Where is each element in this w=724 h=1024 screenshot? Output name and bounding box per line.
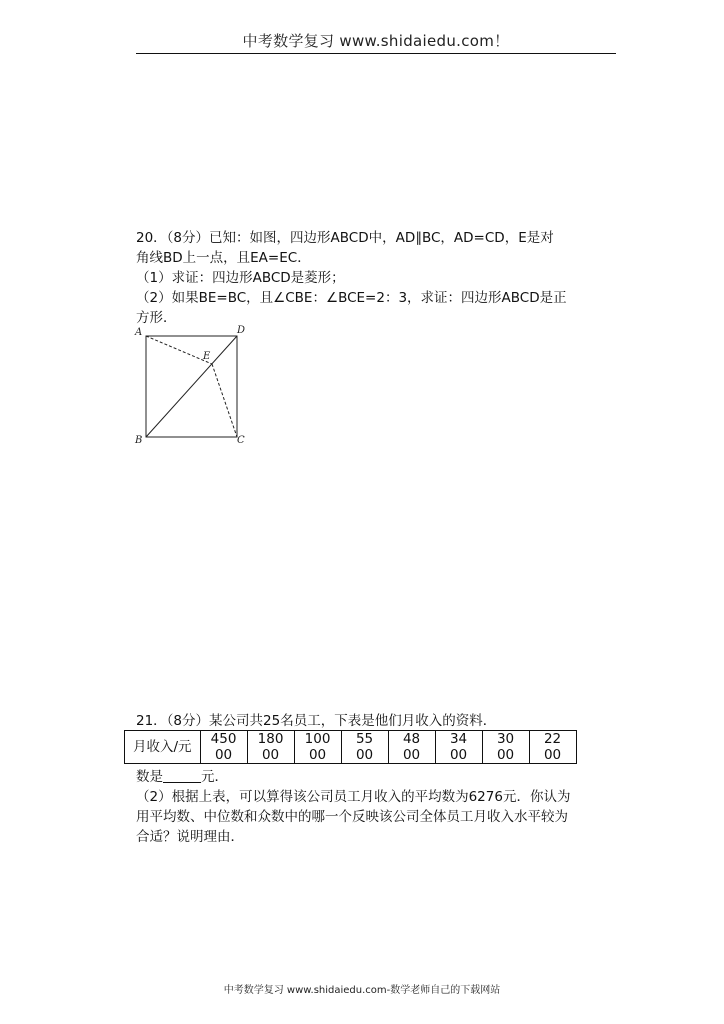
income-cell-top: 55	[355, 731, 374, 747]
income-cell-top: 450	[210, 731, 237, 747]
income-cell	[388, 731, 435, 764]
label-a: A	[135, 327, 143, 338]
income-table-header: 月收入/元	[125, 731, 201, 764]
page-footer: 中考数学复习 www.shidaiedu.com-数学老师自己的下载网站	[223, 985, 501, 996]
income-cell-bottom: 00	[308, 747, 327, 763]
q21-line-5: 合适？说明理由．	[136, 829, 244, 845]
q21-line-4: 用平均数、中位数和众数中的哪一个反映该公司全体员工月收入水平较为	[136, 809, 568, 825]
question-20	[136, 228, 616, 328]
income-cell	[200, 731, 247, 764]
q20-line-3: （1）求证：四边形ABCD是菱形；	[136, 270, 345, 286]
income-cell-bottom: 00	[543, 747, 562, 763]
income-cell-bottom: 00	[402, 747, 421, 763]
income-cell-bottom: 00	[261, 747, 280, 763]
label-c: C	[237, 435, 245, 446]
page-header: 中考数学复习 www.shidaiedu.com！	[242, 32, 510, 50]
q20-line-2: 角线BD上一点，且EA=EC．	[136, 250, 311, 266]
income-cell-bottom: 00	[355, 747, 374, 763]
q21-line-2-suffix: 元．	[201, 769, 228, 785]
q21-line-3: （2）根据上表，可以算得该公司员工月收入的平均数为6276元．你认为	[136, 789, 571, 805]
header-divider	[136, 53, 616, 54]
income-cell	[529, 731, 576, 764]
question-21-body	[136, 767, 616, 847]
income-table	[124, 730, 577, 764]
income-cell	[482, 731, 529, 764]
income-cell-top: 180	[257, 731, 284, 747]
q21-line-2-prefix: 数是	[136, 769, 163, 785]
income-cell-top: 48	[402, 731, 421, 747]
income-cell-top: 100	[304, 731, 331, 747]
q20-line-1: 20．（8分）已知：如图，四边形ABCD中，AD∥BC，AD=CD，E是对	[136, 230, 554, 246]
label-b: B	[135, 435, 143, 446]
label-d: D	[237, 325, 246, 336]
segment-ec	[212, 364, 237, 437]
income-cell-top: 34	[449, 731, 468, 747]
q20-line-4: （2）如果BE=BC，且∠CBE：∠BCE=2：3，求证：四边形ABCD是正	[136, 290, 567, 306]
income-cell-top: 30	[496, 731, 515, 747]
square-abcd-figure	[132, 322, 254, 446]
income-cell	[294, 731, 341, 764]
answer-blank	[163, 768, 201, 783]
q21-line-1: 21．（8分）某公司共25名员工，下表是他们月收入的资料．	[136, 713, 497, 729]
q21-line-2	[136, 767, 616, 787]
label-e: E	[203, 351, 211, 362]
income-cell-bottom: 00	[496, 747, 515, 763]
income-cell	[247, 731, 294, 764]
income-cell-bottom: 00	[449, 747, 468, 763]
income-cell	[435, 731, 482, 764]
income-cell-top: 22	[543, 731, 562, 747]
income-cell	[341, 731, 388, 764]
question-21-intro	[136, 711, 616, 731]
diagonal-bd	[146, 336, 237, 437]
q20-line-5: 方形．	[136, 310, 177, 326]
income-cell-bottom: 00	[214, 747, 233, 763]
